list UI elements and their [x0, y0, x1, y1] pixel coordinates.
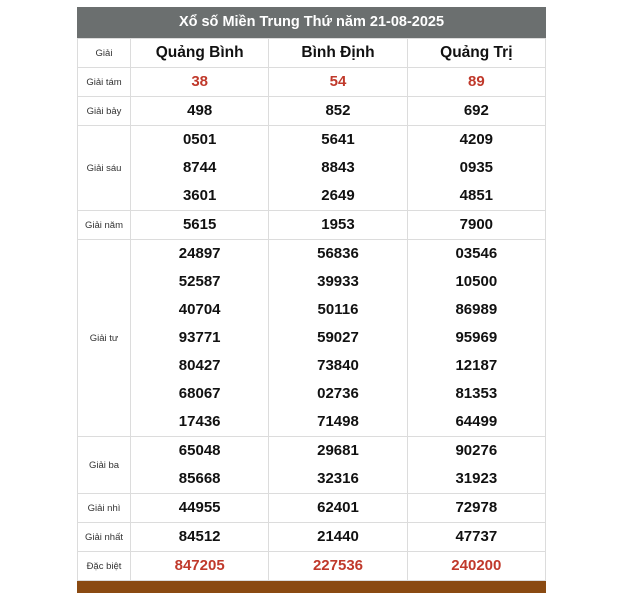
prize-column-header: Giải [78, 39, 131, 68]
prize-row-tu [78, 240, 546, 437]
winning-number: 32316 [317, 470, 359, 487]
footer-bar [77, 581, 546, 593]
prize-row-tam [78, 68, 546, 97]
prize-cell [407, 494, 545, 523]
prize-label: Giải nhất [78, 523, 131, 552]
province-quang-binh: Quảng Bình [131, 39, 269, 68]
winning-number: 02736 [317, 385, 359, 402]
winning-number: 62401 [317, 499, 359, 516]
winning-number: 21440 [317, 528, 359, 545]
winning-number: 68067 [178, 385, 221, 402]
prize-cell [131, 126, 269, 211]
winning-number: 240200 [451, 557, 502, 574]
lottery-results-panel [77, 7, 546, 593]
prize-row-nhat [78, 523, 546, 552]
prize-cell [269, 211, 407, 240]
prize-label: Giải tám [78, 68, 131, 97]
winning-number: 38 [191, 73, 208, 90]
prize-label: Giải bảy [78, 97, 131, 126]
prize-cell [269, 437, 407, 494]
prize-cell [131, 97, 269, 126]
prize-row-db [78, 552, 546, 581]
winning-number: 39933 [317, 273, 359, 290]
winning-number: 64499 [455, 413, 498, 430]
winning-number: 86989 [455, 301, 498, 318]
prize-cell [407, 437, 545, 494]
winning-number: 65048 [178, 442, 221, 459]
winning-number: 29681 [317, 442, 359, 459]
winning-number: 498 [187, 102, 213, 119]
prize-row-ba [78, 437, 546, 494]
winning-number: 71498 [317, 413, 359, 430]
winning-number: 24897 [178, 245, 221, 262]
winning-number: 89 [467, 73, 485, 90]
prize-cell [407, 126, 545, 211]
winning-number: 3601 [182, 187, 217, 204]
winning-number: 4851 [459, 187, 494, 204]
province-binh-dinh: Bình Định [269, 39, 407, 68]
prize-cell [269, 126, 407, 211]
prize-cell [269, 240, 407, 437]
prize-cell [407, 552, 545, 581]
winning-number: 852 [325, 102, 351, 119]
prize-cell [131, 523, 269, 552]
prize-cell [269, 523, 407, 552]
winning-number: 52587 [178, 273, 221, 290]
winning-number: 40704 [178, 301, 221, 318]
winning-number: 8843 [321, 159, 355, 176]
winning-number: 227536 [312, 557, 364, 574]
winning-number: 50116 [317, 301, 359, 318]
prize-label: Giải sáu [78, 126, 131, 211]
winning-number: 72978 [455, 499, 498, 516]
prize-label: Giải ba [78, 437, 131, 494]
winning-number: 10500 [455, 273, 498, 290]
winning-number: 5641 [321, 131, 355, 148]
results-table [77, 38, 546, 581]
winning-number: 95969 [455, 329, 498, 346]
prize-label: Đặc biệt [78, 552, 131, 581]
winning-number: 80427 [178, 357, 221, 374]
winning-number: 85668 [178, 470, 221, 487]
winning-number: 0501 [182, 131, 217, 148]
prize-cell [407, 523, 545, 552]
results-title: Xổ số Miền Trung Thứ năm 21-08-2025 [77, 7, 546, 38]
winning-number: 12187 [455, 357, 498, 374]
winning-number: 1953 [321, 216, 355, 233]
prize-label: Giải nhì [78, 494, 131, 523]
winning-number: 4209 [459, 131, 494, 148]
prize-cell [131, 240, 269, 437]
prize-row-nhi [78, 494, 546, 523]
winning-number: 847205 [174, 557, 225, 574]
prize-cell [407, 211, 545, 240]
winning-number: 692 [463, 102, 489, 119]
prize-label: Giải năm [78, 211, 131, 240]
winning-number: 47737 [455, 528, 498, 545]
winning-number: 31923 [455, 470, 498, 487]
winning-number: 73840 [317, 357, 359, 374]
prize-row-nam [78, 211, 546, 240]
prize-cell [269, 494, 407, 523]
winning-number: 44955 [178, 499, 221, 516]
prize-cell [131, 494, 269, 523]
prize-cell [131, 437, 269, 494]
prize-cell [407, 68, 545, 97]
prize-cell [131, 68, 269, 97]
winning-number: 17436 [178, 413, 221, 430]
winning-number: 81353 [455, 385, 498, 402]
prize-rows [78, 68, 546, 581]
prize-cell [407, 240, 545, 437]
winning-number: 84512 [178, 528, 221, 545]
winning-number: 56836 [317, 245, 359, 262]
prize-row-bay [78, 97, 546, 126]
prize-row-sau [78, 126, 546, 211]
winning-number: 54 [329, 73, 347, 90]
winning-number: 0935 [459, 159, 494, 176]
prize-label: Giải tư [78, 240, 131, 437]
prize-cell [407, 97, 545, 126]
prize-cell [131, 552, 269, 581]
prize-cell [269, 552, 407, 581]
prize-cell [269, 97, 407, 126]
winning-number: 2649 [321, 187, 355, 204]
header-row [78, 39, 546, 68]
winning-number: 93771 [178, 329, 221, 346]
province-quang-tri: Quảng Trị [407, 39, 545, 68]
winning-number: 03546 [455, 245, 498, 262]
prize-cell [131, 211, 269, 240]
winning-number: 90276 [455, 442, 498, 459]
winning-number: 7900 [459, 216, 494, 233]
winning-number: 5615 [182, 216, 217, 233]
prize-cell [269, 68, 407, 97]
winning-number: 59027 [317, 329, 359, 346]
winning-number: 8744 [182, 159, 217, 176]
